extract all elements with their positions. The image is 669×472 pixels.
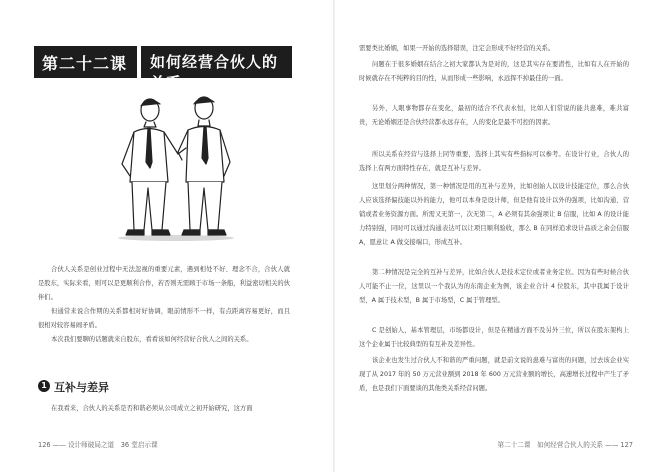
left-page <box>0 0 334 472</box>
body-paragraph-2: 问题在于很多婚姻在结合之初大家都认为是对的，这是其实存在要潜性，比如有人在开始的时候就存在不纯粹的目的性，从而形成一些影响，永远挥不掉最佳的一面。 <box>359 61 629 82</box>
section-number-badge: 1 <box>38 380 50 392</box>
section-paragraph: 在我看来，合伙人的关系是否和谐必须从公司成立之初开始研究，这方面 <box>51 405 253 412</box>
body-paragraph-4: 所以关系在经营与选择上同等重要，选择上其实有些指标可以参考。在设计行业，合伙人的选择上有两方面特性存在，就是互补与差异。 <box>359 151 629 172</box>
body-paragraph-7: C 是创始人，基本管理层，市场都设计，但是在精通方面不及另外三位，所以在股东架构上这个企业属于比较典型的有互补及差异性。 <box>359 327 629 348</box>
body-paragraph-8: 该企业也发生过合伙人不和谐的严重问题，就是前文说的患难与富贵的问题，过去该企业实现了从 2017 年的 50 万元营业额到 2018 年 600 万元营业额的增长，高速增长过程中产生了矛盾，也是我们下面要谈的其他类关系经营问题。 <box>359 357 629 392</box>
business-partners-illustration <box>108 92 244 242</box>
body-paragraph-6: 第二种情况是完全的互补与差异，比如合伙人是技术定位或者业务定位。因为有些时候合伙人可能不止一位，这里以一个我认为的东南企业为例，该企业合计 4 位股东，其中我属于设计型，A 属于技术型，B 属于市场型，C 属于管理型。 <box>359 269 629 304</box>
lesson-number: 第二十二课 <box>42 54 128 73</box>
lesson-title: 如何经营合伙人的关系 <box>150 53 279 92</box>
right-page <box>335 0 669 472</box>
right-page-footer: 第二十二课 如何经营合伙人的关系 —— 127 <box>497 441 633 449</box>
section-title: 互补与差异 <box>54 381 109 394</box>
intro-paragraph-3: 本次我们要聊的话题就来自股东，看看该如何经营好合伙人之间的关系。 <box>51 336 253 343</box>
intro-paragraph-2: 但通常来说合作期的关系都相对好协调，眼前情形不一样，有点距离容易更好，而且很相对较容易闹矛盾。 <box>38 308 290 329</box>
lesson-banner <box>34 46 292 92</box>
intro-paragraph-1: 合伙人关系是创业过程中无法忽视的重要元素，遇到相处不好、理念不合，合伙人就是股东，实际来看，则可以是更顺利合作，若否则无需顾于市场一条船，利益密切相关的伙伴们。 <box>38 266 290 301</box>
body-paragraph-3: 另外，人眼事物都存在变化，最初的适合不代表永恒，比如人们常说的能共患难，难共富贵，无论婚姻还是合伙经营都永远存在，人的变化是最不可控的因素。 <box>359 105 629 126</box>
left-page-footer: 126 —— 设计师破局之道 36 堂启示课 <box>38 441 158 449</box>
banner-divider <box>137 46 141 78</box>
body-paragraph-5: 这里划分两种情况，第一种情况是用的互补与差异，比如创始人以设计技能定位，那么合伙人应该选择偏技能以外的能力，他可以本身是设计师，但是他有设计以外的强项，比如沟通、营销或者业务资源方面。所需又无第一，次无第二，A 必须有其余强项让 B 信服，比如 A 的设计能力特别强，同时可以通过沟通表达可以让项目顺利验收，那么 B 在同样追求设计品质之余会信服 A，愿意让 A 做交接端口，形成互补。 <box>359 183 629 246</box>
body-paragraph-1: 需要类比婚姻，如果一开始的选择错误，注定会形成不好经营的关系。 <box>359 45 555 52</box>
